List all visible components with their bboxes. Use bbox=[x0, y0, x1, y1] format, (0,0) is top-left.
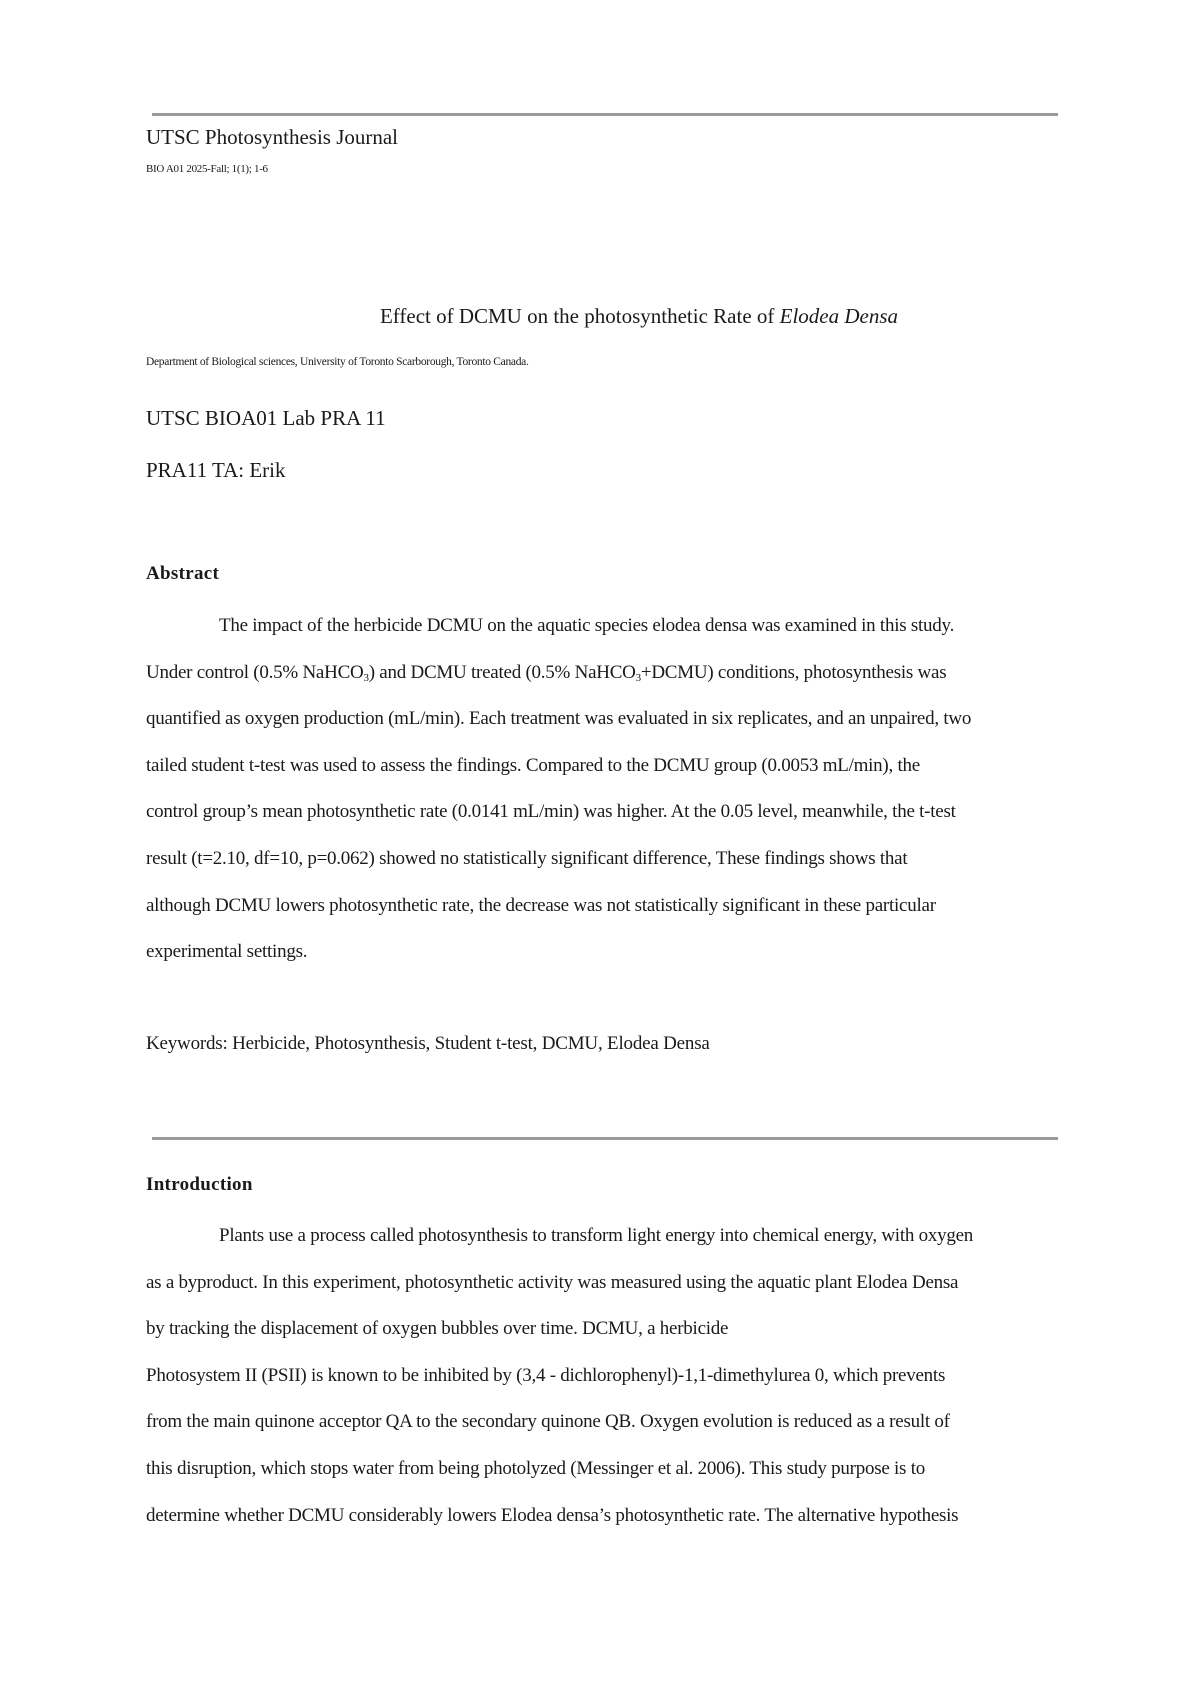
intro-line: this disruption, which stops water from being photolyzed (Messinger et al. 2006). This study purpose is to bbox=[146, 1457, 925, 1479]
course-line: UTSC BIOA01 Lab PRA 11 bbox=[146, 406, 386, 430]
abstract-line: result (t=2.10, df=10, p=0.062) showed no statistically significant difference, These findings shows that bbox=[146, 847, 908, 869]
intro-line: from the main quinone acceptor QA to the secondary quinone QB. Oxygen evolution is reduced as a result of bbox=[146, 1411, 950, 1433]
abstract-text: +DCMU) conditions, photosynthesis was bbox=[640, 661, 947, 683]
subscript: 3 bbox=[635, 671, 641, 684]
abstract-line: experimental settings. bbox=[146, 941, 308, 963]
ta-line: PRA11 TA: Erik bbox=[146, 458, 286, 482]
abstract-line: quantified as oxygen production (mL/min). Each treatment was evaluated in six replicates, and an unpaired, two bbox=[146, 708, 972, 730]
abstract-line: control group’s mean photosynthetic rate (0.0141 mL/min) was higher. At the 0.05 level, meanwhile, the t-test bbox=[146, 801, 956, 823]
introduction-body bbox=[146, 1224, 1058, 1550]
header-rule bbox=[152, 113, 1058, 116]
abstract-line bbox=[146, 661, 1058, 708]
abstract-line: The impact of the herbicide DCMU on the aquatic species elodea densa was examined in this study. bbox=[219, 615, 955, 636]
abstract-body bbox=[146, 614, 1058, 987]
paper-title bbox=[0, 304, 1200, 329]
title-species: Elodea Densa bbox=[779, 304, 899, 328]
introduction-heading: Introduction bbox=[146, 1174, 253, 1195]
abstract-text: Under control (0.5% NaHCO bbox=[146, 661, 364, 683]
journal-name: UTSC Photosynthesis Journal bbox=[146, 125, 399, 149]
intro-line: determine whether DCMU considerably lowers Elodea densa’s photosynthetic rate. The alternative hypothesis bbox=[146, 1504, 959, 1526]
keywords: Keywords: Herbicide, Photosynthesis, Student t-test, DCMU, Elodea Densa bbox=[146, 1033, 710, 1054]
abstract-text: ) and DCMU treated (0.5% NaHCO bbox=[368, 661, 636, 683]
affiliation: Department of Biological sciences, University of Toronto Scarborough, Toronto Canada. bbox=[146, 356, 529, 368]
journal-volume: BIO A01 2025-Fall; 1(1); 1-6 bbox=[146, 163, 268, 175]
section-rule bbox=[152, 1137, 1058, 1140]
title-text: Effect of DCMU on the photosynthetic Rate of bbox=[379, 304, 780, 328]
intro-line: by tracking the displacement of oxygen bubbles over time. DCMU, a herbicide bbox=[146, 1318, 729, 1340]
abstract-line: although DCMU lowers photosynthetic rate, the decrease was not statistically significant in these particular bbox=[146, 894, 936, 916]
intro-line: Plants use a process called photosynthesis to transform light energy into chemical energy, with oxygen bbox=[219, 1225, 974, 1246]
intro-line: as a byproduct. In this experiment, photosynthetic activity was measured using the aquatic plant Elodea Densa bbox=[146, 1271, 959, 1293]
subscript: 3 bbox=[363, 671, 369, 684]
abstract-heading: Abstract bbox=[146, 563, 220, 584]
intro-line: Photosystem II (PSII) is known to be inhibited by (3,4 - dichlorophenyl)-1,1-dimethylurea 0, which prevents bbox=[146, 1364, 946, 1386]
abstract-line: tailed student t-test was used to assess the findings. Compared to the DCMU group (0.0053 mL/min), the bbox=[146, 754, 920, 776]
